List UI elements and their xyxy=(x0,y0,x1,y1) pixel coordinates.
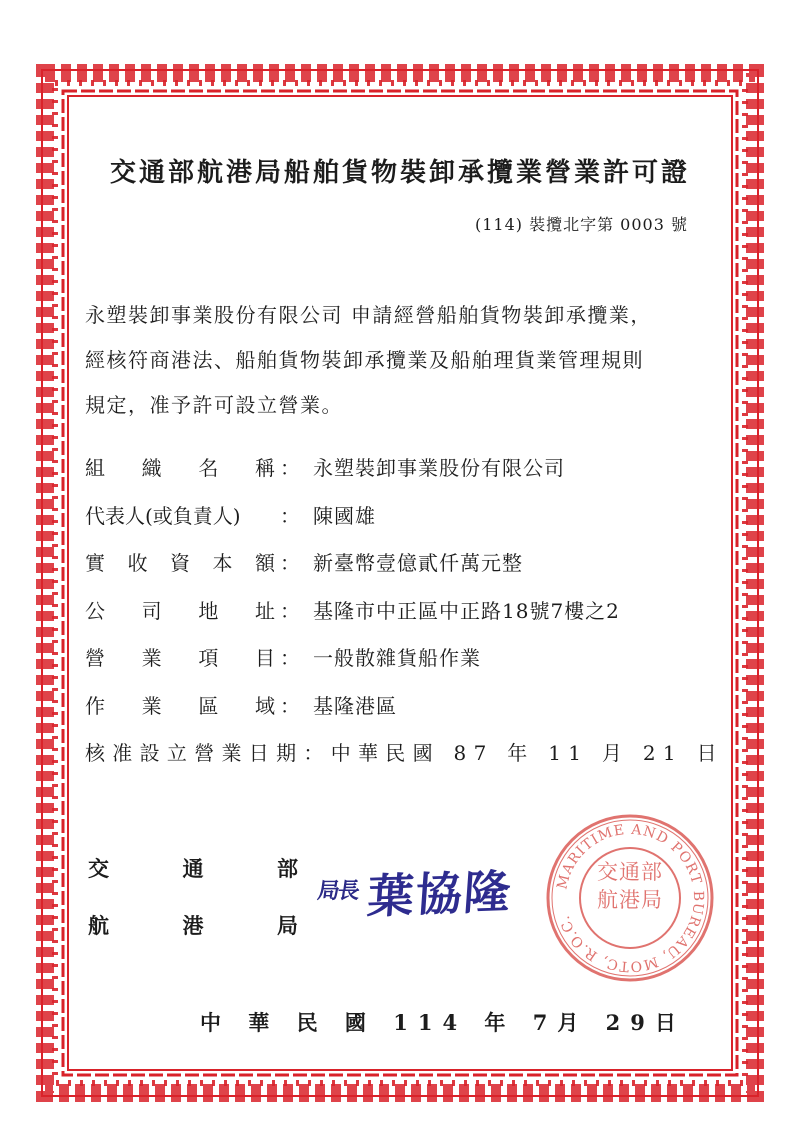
field-label: 組 織 名 稱 xyxy=(85,456,275,480)
field-paid-in-capital xyxy=(85,547,725,595)
seal-inner-line: 交通部 xyxy=(597,860,663,884)
field-company-address xyxy=(85,595,725,643)
issuer-ministry: 交 通 部 xyxy=(88,856,298,881)
field-value: 基隆市中正區中正路18號7樓之2 xyxy=(313,598,620,623)
certificate-body xyxy=(85,293,725,428)
issue-date: 中 華 民 國 114 年 7月 29日 xyxy=(200,1010,686,1035)
certificate-fields xyxy=(85,452,725,737)
field-label: 代表人(或負責人) xyxy=(85,503,241,528)
field-business-items xyxy=(85,642,725,690)
body-line: 永塑裝卸事業股份有限公司 申請經營船舶貨物裝卸承攬業， xyxy=(85,303,652,327)
field-colon: ： xyxy=(280,646,300,670)
field-colon: ： xyxy=(280,693,300,718)
field-value: 陳國雄 xyxy=(313,503,376,528)
document-number: (114) 裝攬北字第 0003 號 xyxy=(474,215,688,234)
certificate-title: 交通部航港局船舶貨物裝卸承攬業營業許可證 xyxy=(109,158,690,188)
director-signature-stamp: 葉協隆 xyxy=(365,864,514,924)
director-title-stamp: 局長 xyxy=(315,878,360,904)
field-colon: ： xyxy=(280,551,300,575)
field-value: 一般散雜貨船作業 xyxy=(313,646,481,670)
issuer-bureau: 航 港 局 xyxy=(88,913,298,938)
approval-date: 核准設立營業日期：中華民國 87 年 11 月 21 日 xyxy=(85,741,724,765)
seal-ring-text: MARITIME AND PORT BUREAU, MOTC, R.O.C. xyxy=(554,821,707,975)
field-label: 實 收 資 本 額 xyxy=(85,551,275,575)
field-organization-name xyxy=(85,452,725,500)
field-colon: ： xyxy=(280,503,300,528)
field-operating-area xyxy=(85,690,725,738)
body-line: 經核符商港法、船舶貨物裝卸承攬業及船舶理貨業管理規則 xyxy=(85,348,644,372)
seal-center xyxy=(588,858,672,914)
field-representative xyxy=(85,500,725,548)
field-value: 永塑裝卸事業股份有限公司 xyxy=(313,456,565,480)
field-label: 營 業 項 目 xyxy=(85,646,275,670)
field-colon: ： xyxy=(280,456,300,480)
body-line: 規定，准予許可設立營業。 xyxy=(85,393,343,417)
field-label: 公 司 地 址 xyxy=(85,598,275,623)
seal-inner-line: 航港局 xyxy=(597,888,663,912)
field-value: 新臺幣壹億貳仟萬元整 xyxy=(313,551,523,575)
field-label: 作 業 區 域 xyxy=(85,693,275,718)
field-colon: ： xyxy=(280,598,300,623)
field-value: 基隆港區 xyxy=(313,693,397,718)
